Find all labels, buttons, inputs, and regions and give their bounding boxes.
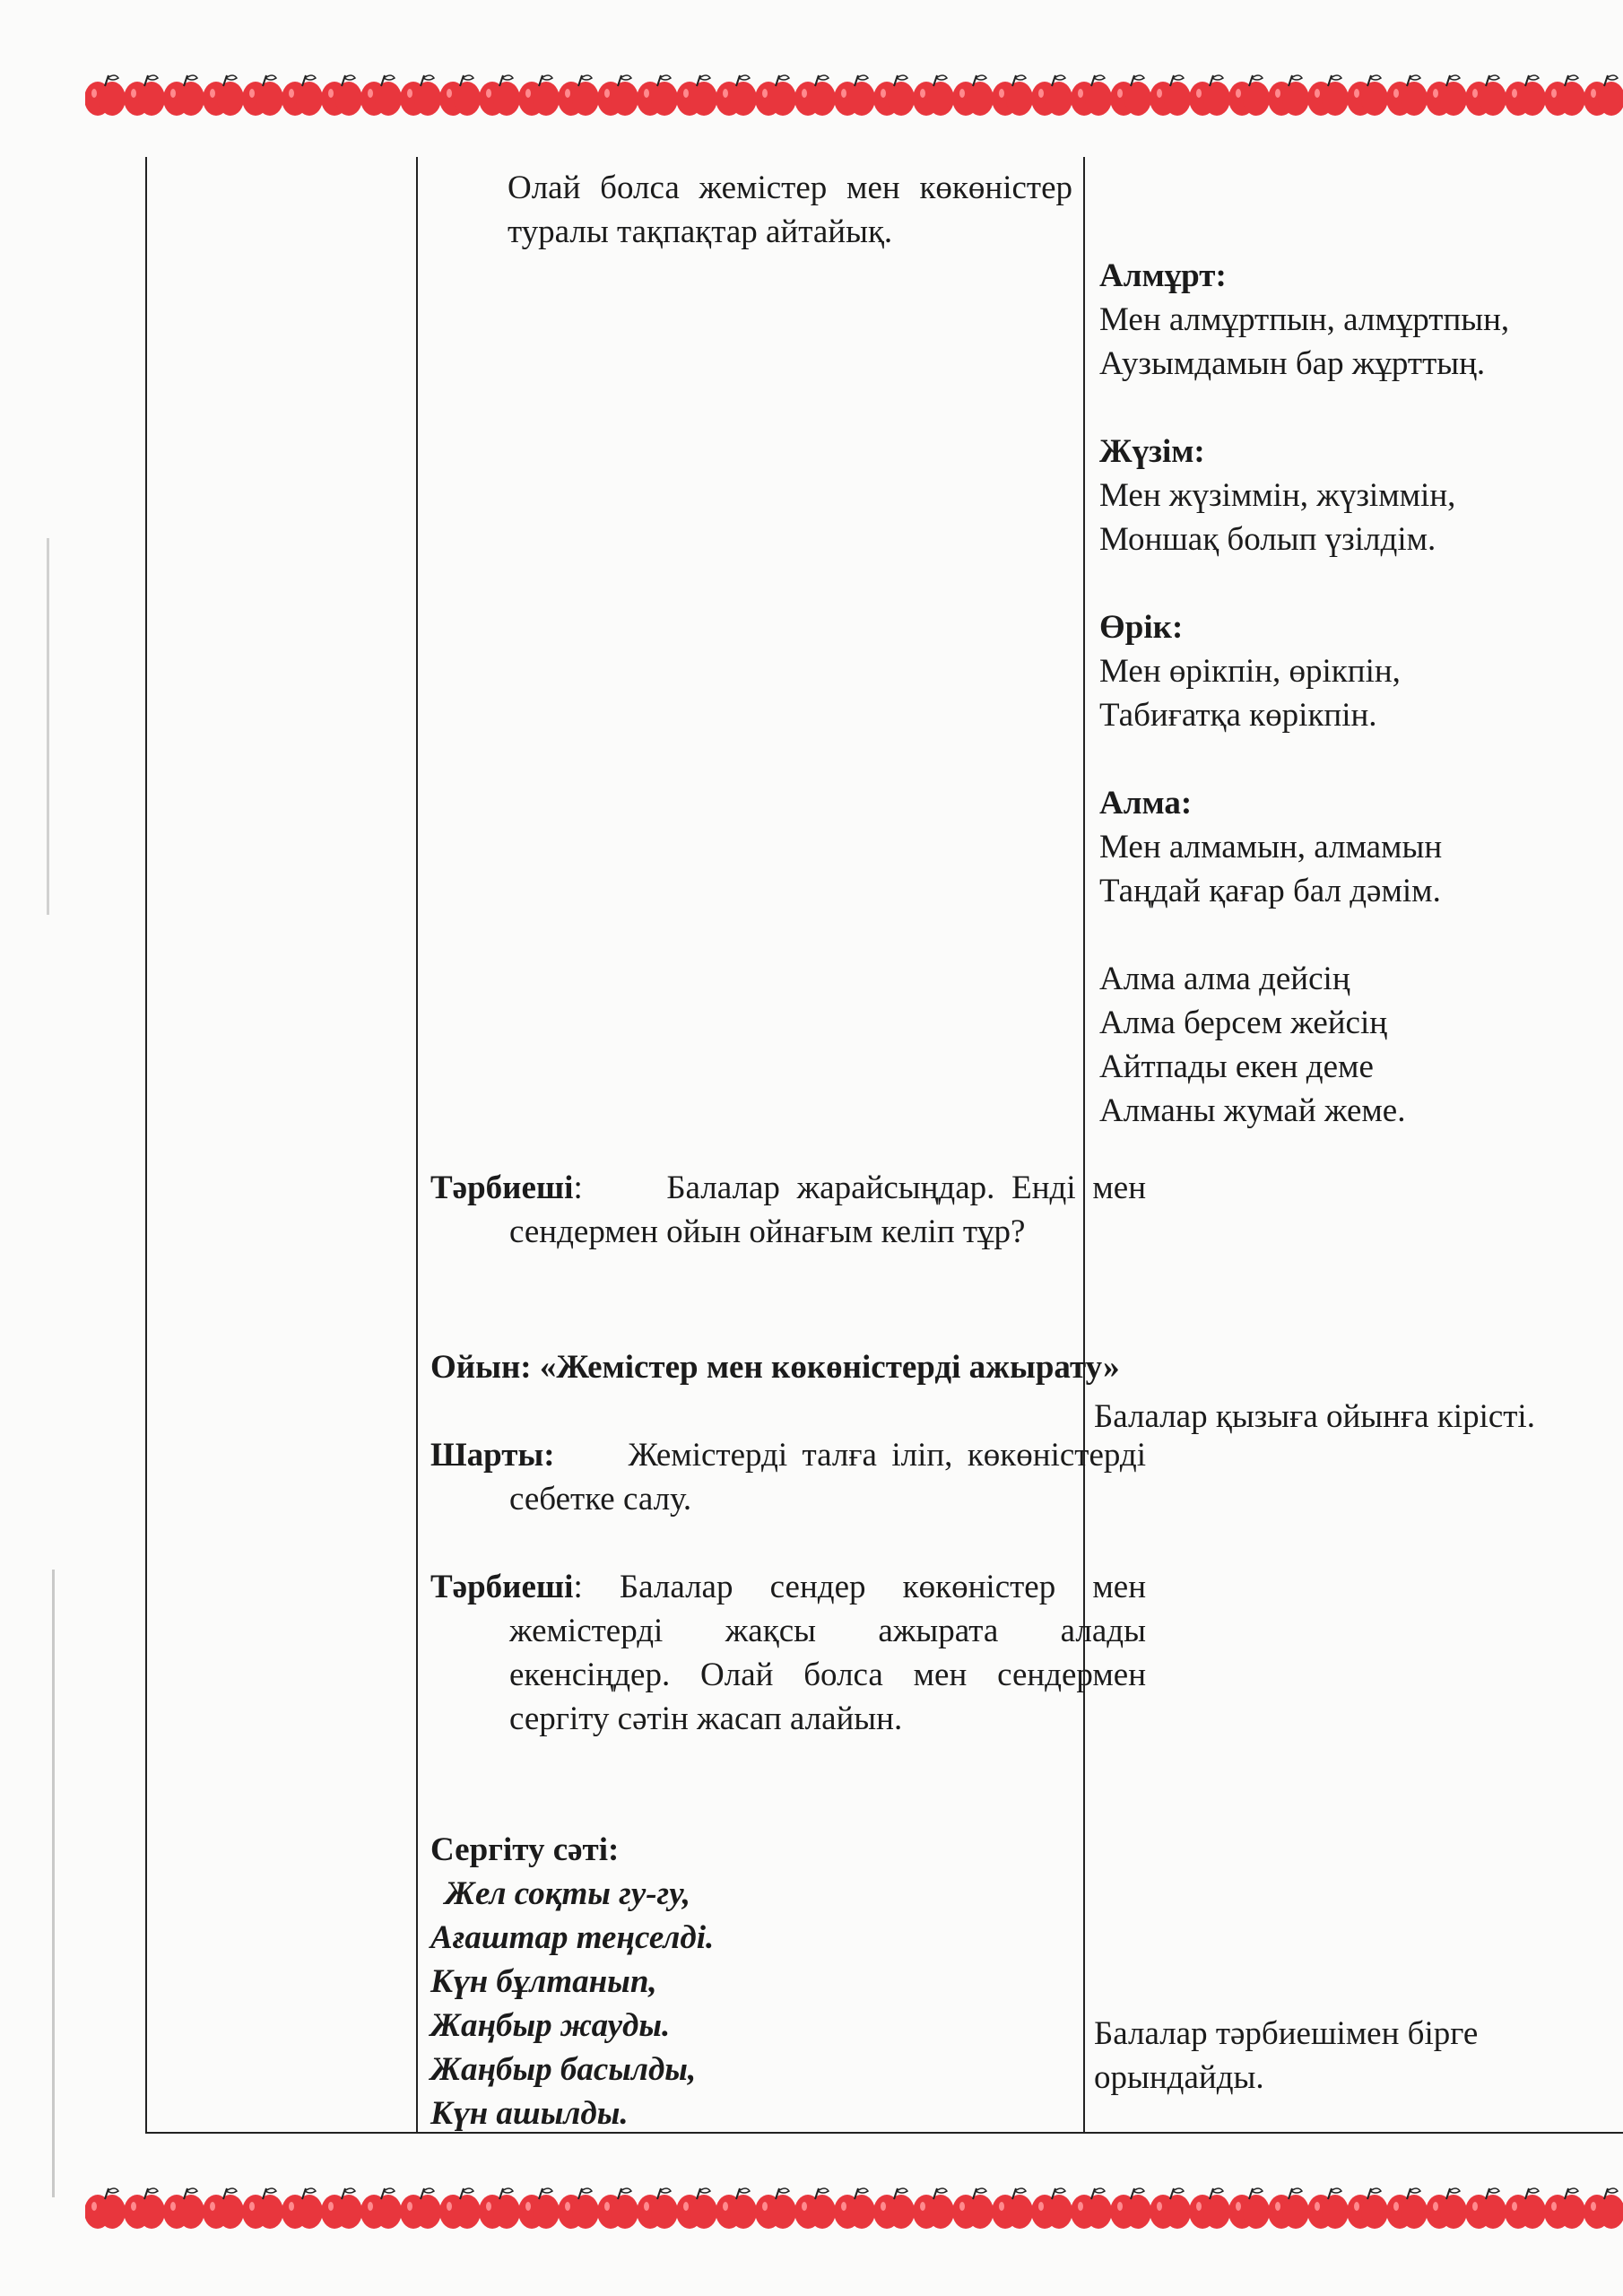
apple-icon [85, 2188, 126, 2229]
teacher-remark-1: Тәрбиеші: Балалар жарайсыңдар. Енді мен сендермен ойын ойнағым келіп тұр? [430, 1170, 1146, 1250]
apple-icon [242, 75, 283, 116]
poem-title: Өрік: [1099, 609, 1184, 646]
apple-verse-line: Алма берсем жейсің [1099, 1004, 1388, 1041]
exercise-block [430, 1828, 1067, 2135]
apple-icon [597, 2188, 638, 2229]
apple-icon [1386, 2188, 1428, 2229]
teacher-label: Тәрбиеші [430, 1569, 574, 1605]
apple-icon [913, 2188, 954, 2229]
exercise-line: Күн ашылды. [430, 2095, 629, 2132]
apple-icon [597, 75, 638, 116]
apple-icon [873, 2188, 915, 2229]
apple-icon [1465, 75, 1506, 116]
apple-icon [1505, 2188, 1546, 2229]
apple-icon [992, 75, 1033, 116]
apple-icon [716, 2188, 757, 2229]
teacher-label: Тәрбиеші [430, 1170, 574, 1206]
teacher-remark-text: Балалар жарайсыңдар. Енді мен сендермен ойын ойнағым келіп тұр? [509, 1170, 1146, 1250]
apple-icon [439, 2188, 481, 2229]
exercise-line: Жел соқты гу-гу, [445, 1875, 691, 1912]
apple-icon [282, 2188, 323, 2229]
exercise-line: Ағаштар теңселді. [430, 1919, 715, 1956]
apple-icon [1189, 75, 1230, 116]
apple-icon [1031, 2188, 1072, 2229]
apple-icon [755, 2188, 796, 2229]
apple-icon [676, 2188, 717, 2229]
left-column-cell [146, 157, 417, 2133]
apple-icon [479, 75, 520, 116]
game-rules [430, 1433, 1146, 1521]
apple-icon [242, 2188, 283, 2229]
apple-icon [1347, 75, 1388, 116]
apple-icon [637, 75, 678, 116]
apple-icon [1268, 75, 1309, 116]
apple-icon [1268, 2188, 1309, 2229]
poem-title: Жүзім: [1099, 433, 1205, 470]
apple-icon [1228, 75, 1270, 116]
top-apple-border [85, 63, 1623, 126]
apple-icon [163, 75, 204, 116]
apple-icon [1228, 2188, 1270, 2229]
apple-icon [1584, 75, 1623, 116]
apple-icon [518, 75, 560, 116]
apple-icon [1307, 2188, 1349, 2229]
lesson-table [145, 157, 1623, 2134]
apple-icon [1189, 2188, 1230, 2229]
children-together-note: Балалар тәрбиешімен бірге орындайды. [1094, 2015, 1479, 2096]
apple-icon [85, 75, 126, 116]
apple-icon [834, 75, 875, 116]
apple-icon [518, 2188, 560, 2229]
apple-icon [124, 75, 165, 116]
apple-icon [1544, 75, 1585, 116]
apple-icon [1071, 2188, 1112, 2229]
apple-icon [282, 75, 323, 116]
apple-icon [400, 75, 441, 116]
apple-icon [203, 2188, 244, 2229]
children-column-cell [1084, 157, 1623, 2133]
apple-icon [992, 2188, 1033, 2229]
apple-icon [1386, 75, 1428, 116]
apple-icon [1505, 75, 1546, 116]
apple-icon [913, 75, 954, 116]
poem-title: Алма: [1099, 785, 1193, 822]
apple-border-icon [85, 2176, 1623, 2239]
poem-line: Мен жүзіммін, жүзіммін, [1099, 477, 1456, 514]
apple-icon [321, 75, 362, 116]
game-title: «Жемістер мен көкөністерді ажырату» [539, 1349, 1120, 1386]
exercise-line: Жаңбыр басылды, [430, 2051, 697, 2088]
apple-icon [1465, 2188, 1506, 2229]
poem-line: Табиғатқа көрікпін. [1099, 697, 1377, 734]
teacher-remark-text: Балалар сендер көкөністер мен жемістерді жақсы ажырата алады екенсіңдер. Олай болса мен сендермен сергіту сәтін жасап алайын. [509, 1569, 1147, 1737]
poem-line: Мен өрікпін, өрікпін, [1099, 653, 1401, 690]
apple-icon [479, 2188, 520, 2229]
apple-icon [755, 75, 796, 116]
poem-line: Мен алмамын, алмамын [1099, 829, 1443, 865]
exercise-line: Күн бұлтанып, [430, 1963, 657, 2000]
poem-title: Алмұрт: [1099, 257, 1227, 294]
apple-icon [1307, 75, 1349, 116]
apple-icon [203, 75, 244, 116]
apple-verse-line: Айтпады екен деме [1099, 1048, 1374, 1085]
poem-line: Таңдай қағар бал дәмім. [1099, 873, 1441, 909]
poem-line: Моншақ болып үзілдім. [1099, 521, 1436, 558]
exercise-line: Жаңбыр жауды. [430, 2007, 671, 2044]
apple-icon [1150, 75, 1191, 116]
apple-icon [1110, 75, 1151, 116]
apple-icon [360, 2188, 402, 2229]
apple-icon [1426, 75, 1467, 116]
poems-block [1099, 254, 1619, 1133]
apple-icon [321, 2188, 362, 2229]
apple-icon [558, 2188, 599, 2229]
apple-verse-line: Алма алма дейсің [1099, 961, 1350, 997]
apple-icon [124, 2188, 165, 2229]
apple-icon [637, 2188, 678, 2229]
poem-line: Аузымдамын бар жұрттың. [1099, 345, 1486, 382]
bottom-apple-border [85, 2176, 1623, 2239]
apple-icon [794, 2188, 836, 2229]
apple-icon [1347, 2188, 1388, 2229]
apple-icon [1426, 2188, 1467, 2229]
apple-icon [163, 2188, 204, 2229]
poem-line: Мен алмұртпын, алмұртпын, [1099, 301, 1510, 338]
apple-icon [1110, 2188, 1151, 2229]
apple-icon [1031, 75, 1072, 116]
game-heading: Ойын: «Жемістер мен көкөністерді ажырату» [430, 1349, 1120, 1386]
apple-icon [952, 2188, 994, 2229]
apple-icon [676, 75, 717, 116]
apple-icon [1071, 75, 1112, 116]
apple-icon [716, 75, 757, 116]
apple-icon [1150, 2188, 1191, 2229]
scan-mark [47, 538, 49, 915]
apple-icon [558, 75, 599, 116]
apple-icon [360, 75, 402, 116]
children-game-note: Балалар қызыға ойынға кірісті. [1094, 1398, 1535, 1435]
apple-icon [1544, 2188, 1585, 2229]
teacher-remark-2: Тәрбиеші: Балалар сендер көкөністер мен жемістерді жақсы ажырата алады екенсіңдер. Олай болса мен сендермен сергіту сәтін жасап алайын. [430, 1569, 1147, 1737]
apple-icon [952, 75, 994, 116]
intro-paragraph: Олай болса жемістер мен көкөністер туралы тақпақтар айтайық. [508, 170, 1072, 250]
apple-icon [1584, 2188, 1623, 2229]
rules-label: Шарты: [430, 1437, 555, 1474]
apple-icon [873, 75, 915, 116]
scan-mark [52, 1570, 55, 2197]
apple-border-icon [85, 63, 1623, 126]
apple-icon [794, 75, 836, 116]
apple-icon [834, 2188, 875, 2229]
apple-verse-line: Алманы жумай жеме. [1099, 1092, 1406, 1129]
apple-icon [400, 2188, 441, 2229]
exercise-title: Сергіту сәті: [430, 1831, 620, 1868]
apple-icon [439, 75, 481, 116]
rules-text: Жемістерді талға іліп, көкөністерді себетке салу. [509, 1437, 1146, 1518]
